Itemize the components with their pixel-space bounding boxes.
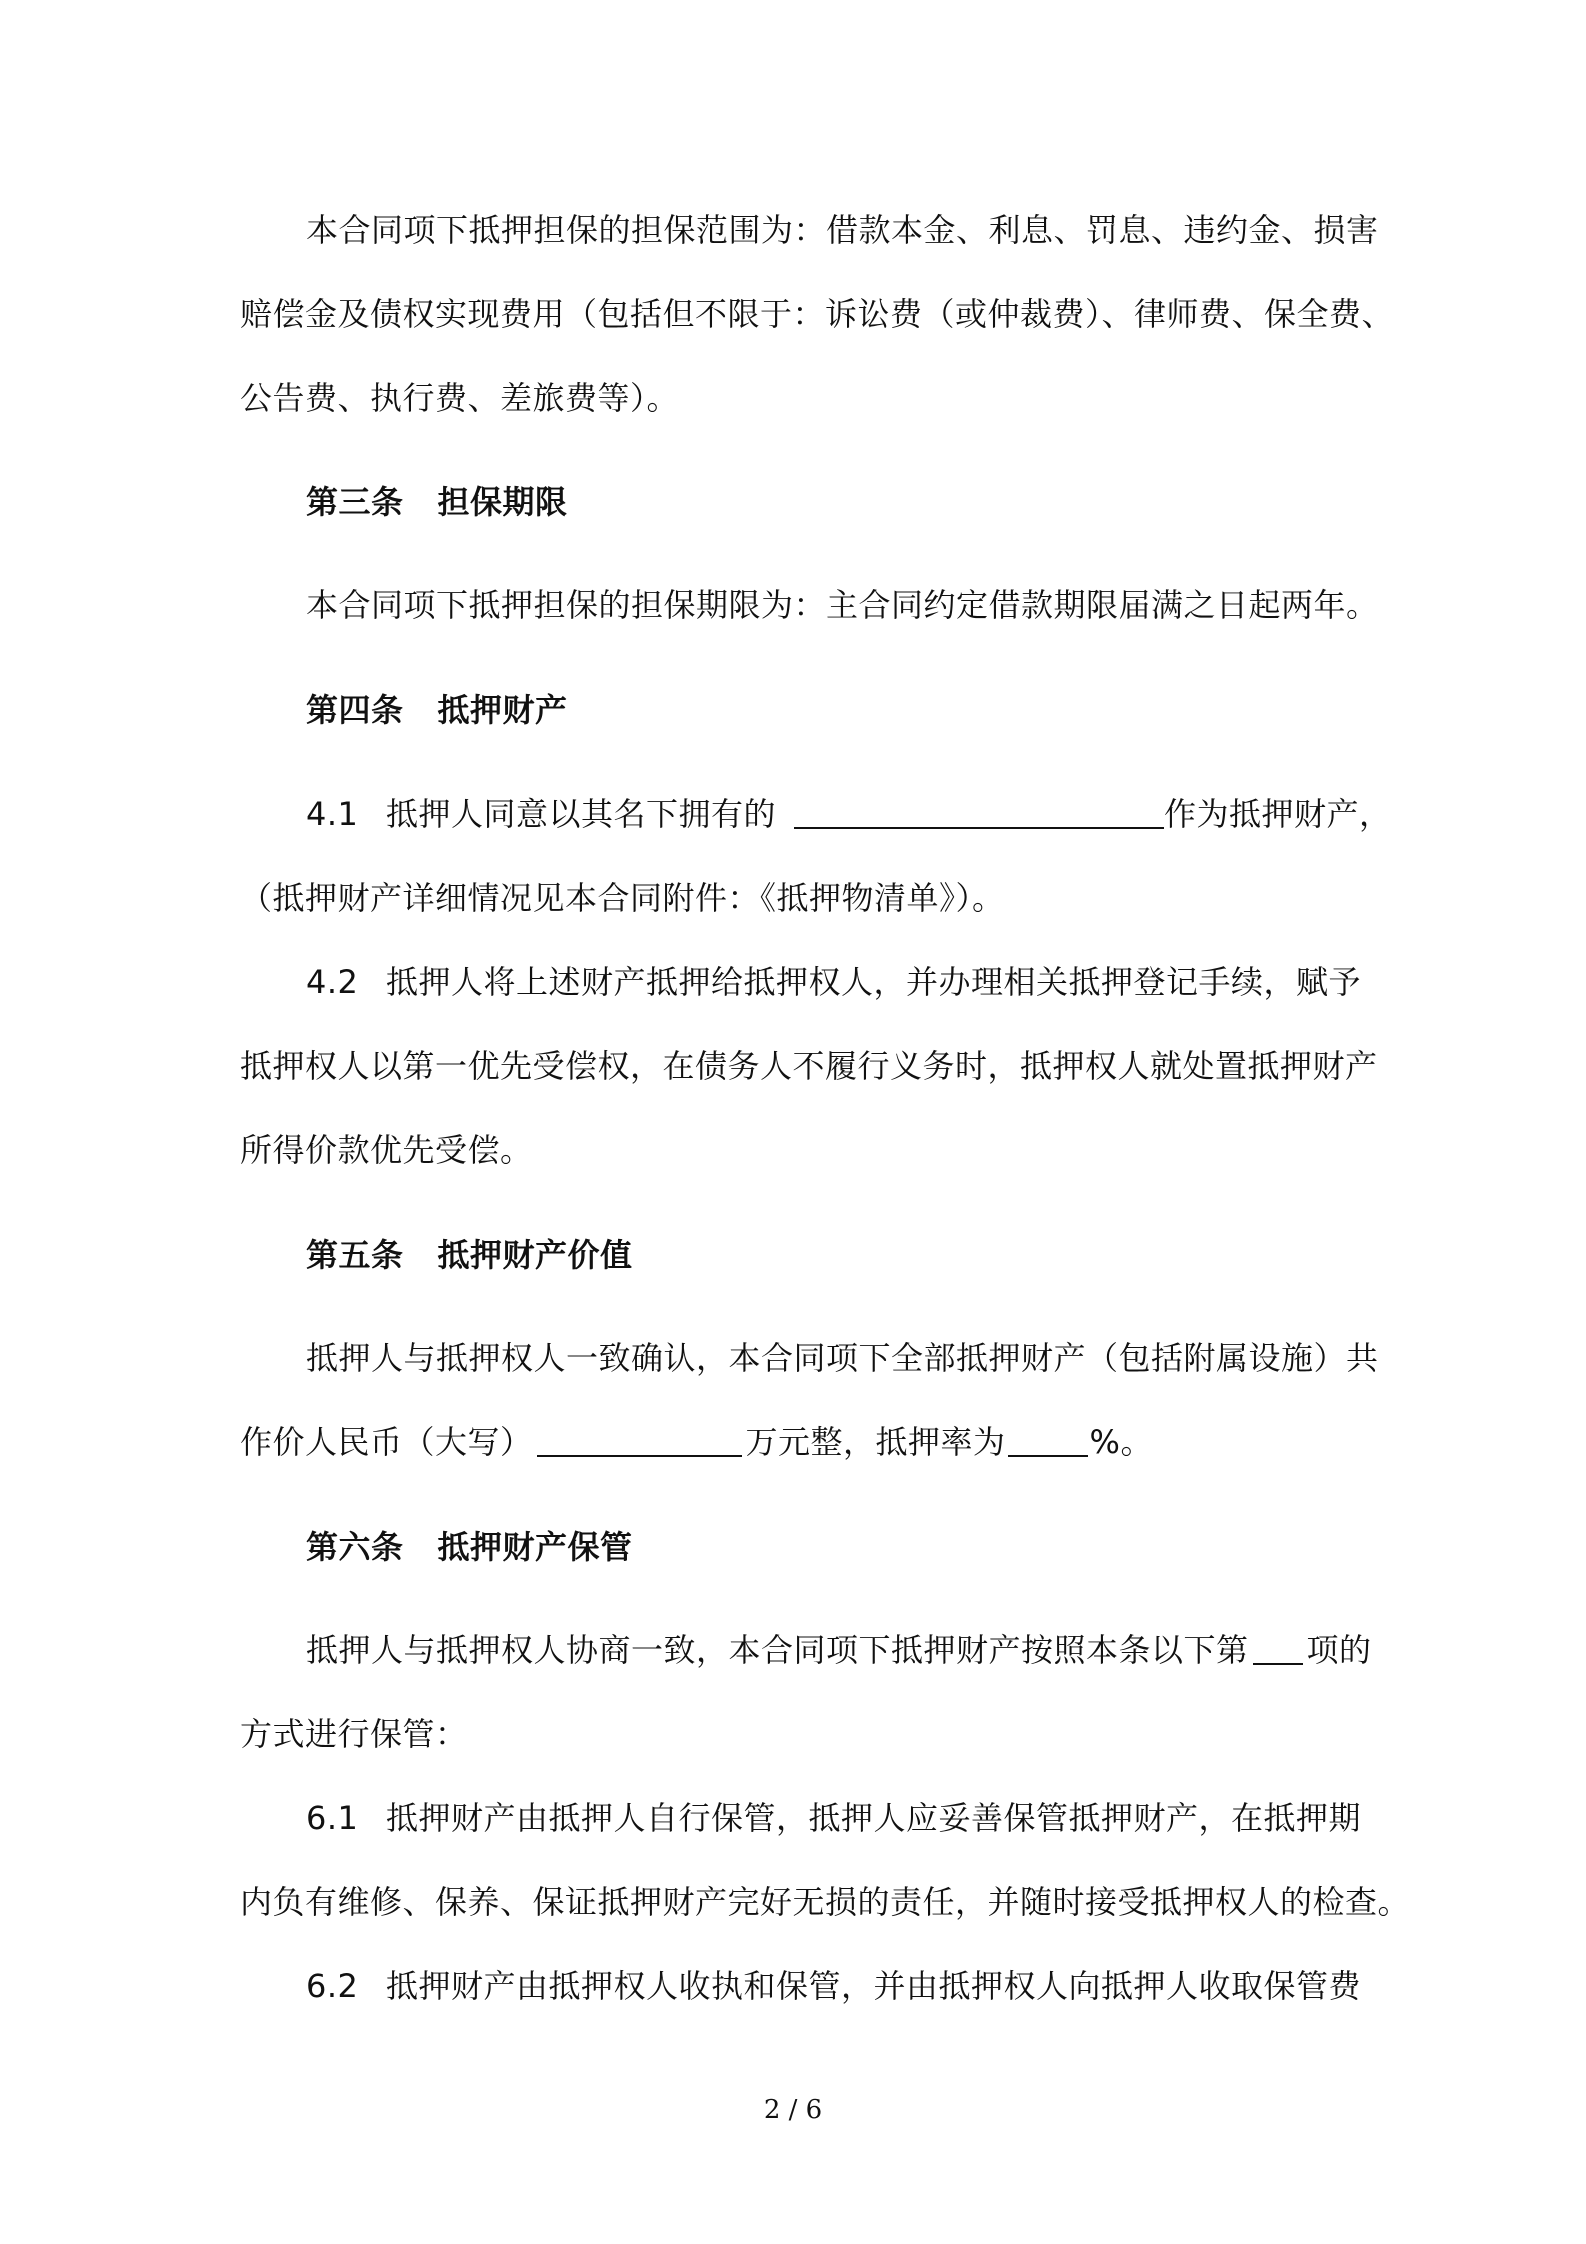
clause-4-1-line-1 [306, 792, 1392, 836]
article-5-heading [306, 1233, 633, 1277]
clause-6-1-text: 抵押财产由抵押人自行保管，抵押人应妥善保管抵押财产，在抵押期 [386, 1799, 1362, 1837]
article-3-number: 第三条 [306, 483, 404, 521]
article-3-title: 担保期限 [437, 483, 568, 521]
clause-4-2-number: 4.2 [306, 963, 359, 1001]
article-4-title: 抵押财产 [437, 691, 568, 729]
clause-6-2-line-1 [306, 1964, 1361, 2008]
clause-4-2-line-2: 抵押权人以第一优先受偿权，在债务人不履行义务时，抵押权人就处置抵押财产 [240, 1047, 1378, 1085]
article-4-heading [306, 688, 568, 732]
value-line-1: 抵押人与抵押权人一致确认，本合同项下全部抵押财产（包括附属设施）共 [306, 1339, 1379, 1377]
property-blank[interactable] [794, 797, 1164, 829]
custody-text-a: 抵押人与抵押权人协商一致，本合同项下抵押财产按照本条以下第 [306, 1631, 1249, 1669]
scope-line-2: 赔偿金及债权实现费用（包括但不限于：诉讼费（或仲裁费）、律师费、保全费、 [240, 295, 1395, 333]
value-text-c: %。 [1089, 1423, 1153, 1461]
clause-4-1-line-2: （抵押财产详细情况见本合同附件：《抵押物清单》）。 [240, 879, 1005, 917]
article-5-title: 抵押财产价值 [437, 1236, 633, 1274]
option-blank[interactable] [1253, 1633, 1303, 1665]
custody-text-b: 项的 [1306, 1631, 1372, 1669]
clause-6-1-line-2: 内负有维修、保养、保证抵押财产完好无损的责任，并随时接受抵押权人的检查。 [240, 1883, 1411, 1921]
article-3-heading [306, 480, 568, 524]
term-paragraph: 本合同项下抵押担保的担保期限为：主合同约定借款期限届满之日起两年。 [306, 586, 1379, 624]
custody-line-2: 方式进行保管： [240, 1715, 468, 1753]
article-6-heading [306, 1525, 633, 1569]
clause-4-2-text: 抵押人将上述财产抵押给抵押权人，并办理相关抵押登记手续，赋予 [386, 963, 1362, 1001]
scope-line-1: 本合同项下抵押担保的担保范围为：借款本金、利息、罚息、违约金、损害 [306, 211, 1379, 249]
amount-blank[interactable] [537, 1425, 742, 1457]
value-text-b: 万元整，抵押率为 [745, 1423, 1006, 1461]
value-text-a: 作价人民币（大写） [240, 1423, 533, 1461]
rate-blank[interactable] [1008, 1425, 1088, 1457]
article-5-number: 第五条 [306, 1236, 404, 1274]
clause-4-1-number: 4.1 [306, 795, 359, 833]
scope-line-3: 公告费、执行费、差旅费等）。 [240, 379, 680, 417]
clause-4-1-text-before: 抵押人同意以其名下拥有的 [386, 795, 777, 833]
clause-6-1-line-1 [306, 1796, 1361, 1840]
article-6-title: 抵押财产保管 [437, 1528, 633, 1566]
clause-6-1-number: 6.1 [306, 1799, 359, 1837]
clause-4-2-line-1 [306, 960, 1361, 1004]
article-4-number: 第四条 [306, 691, 404, 729]
clause-4-2-line-3: 所得价款优先受偿。 [240, 1131, 533, 1169]
clause-6-2-number: 6.2 [306, 1967, 359, 2005]
page-number: 2 / 6 [763, 2095, 823, 2125]
custody-line-1 [306, 1628, 1372, 1672]
article-6-number: 第六条 [306, 1528, 404, 1566]
clause-4-1-text-after: 作为抵押财产， [1164, 795, 1392, 833]
value-line-2 [240, 1420, 1153, 1464]
clause-6-2-text: 抵押财产由抵押权人收执和保管，并由抵押权人向抵押人收取保管费 [386, 1967, 1362, 2005]
